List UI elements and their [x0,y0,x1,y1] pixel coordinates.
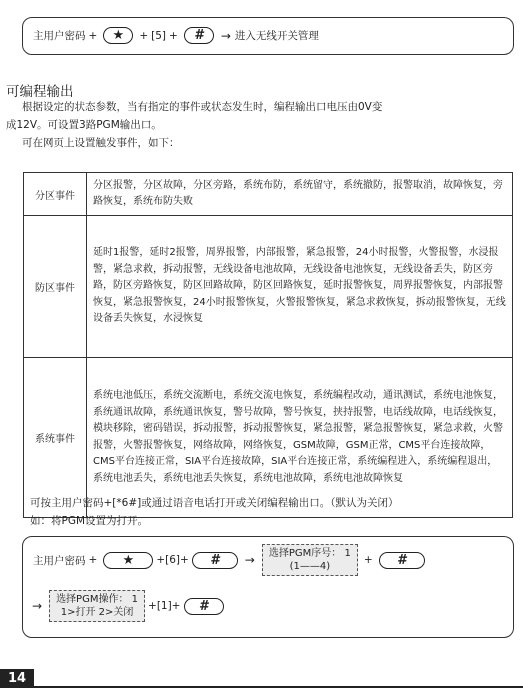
arrow-icon: → [32,599,43,613]
star-key: ★ [103,27,133,44]
key-1: +[1]+ [148,600,181,612]
hash-key-3: # [184,598,224,615]
event-table [23,172,513,518]
hash-key: # [192,552,238,569]
intro-line-2: 成12V。可设置3路PGM输出口。 [6,119,162,131]
row-text: 系统电池低压，系统交流断电，系统交流电恢复，系统编程改动，通讯测试，系统电池恢复，系统通讯故障，系统通讯恢复，警号故障，警号恢复，挟持报警，电话线故障，电话线恢复，模块移除，密码错误，拆动报警，拆动报警恢复，紧急报警，紧急报警恢复，紧急求救，火警报警，火警报警恢复，网络故障，网络恢复，GSM故障，GSM正常，CMS平台连接故障，CMS平台连接正常，SIA平台连接故障，SIA平台连接正常，系统编程进入，系统编程退出，系统电池丢失，系统电池丢失恢复，系统电池故障，系统电池故障恢复 [87,358,513,518]
intro-line-3: 可在网页上设置触发事件，如下： [22,137,180,149]
arrow-icon: → [220,28,231,43]
password-label: 主用户密码 [33,30,86,42]
section-title: 可编程输出 [6,84,74,100]
row-text: 延时1报警，延时2报警，周界报警，内部报警，紧急报警，24小时报警，火警报警，水浸报警，紧急求救，拆动报警，无线设备电池故障，无线设备电池恢复，无线设备丢失，防区旁路，防区旁路恢复，防区回路故障，防区回路恢复，延时报警恢复，周界报警恢复，内部报警恢复，紧急报警恢复，24小时报警恢复，火警报警恢复，紧急求救恢复，拆动报警恢复，无线设备丢失恢复，水浸恢复 [87,216,513,358]
key-6: +[6]+ [156,554,189,566]
page-number: 14 [0,669,34,688]
key-5: [5] [151,29,166,42]
intro-line-1: 根据设定的状态参数，当有指定的事件或状态发生时，编程输出口电压由0V变 [22,101,383,113]
top-flow: 主用户密码 + ★ + [5] + # → 进入无线开关管理 [33,28,319,43]
star-key: ★ [103,552,153,569]
hash-key: # [184,27,214,44]
footer-rule [34,686,523,688]
password-label: 主用户密码 [33,554,86,567]
table-row [24,216,513,358]
select-pgm-box: 选择PGM序号： 1 (1——4) [262,544,358,576]
bottom-flow-row-1: 主用户密码 + ★ +[6]+ # → 选择PGM序号： 1 (1——4) + # [33,544,428,576]
hash-key-2: # [379,552,425,569]
after-line-1: 可按主用户密码+[*6#]或通过语音电话打开或关闭编程输出口。（默认为关闭） [30,497,399,509]
table-row [24,173,513,216]
after-line-2: 如：将PGM设置为打开。 [30,515,149,527]
select-op-box: 选择PGM操作： 1 1>打开 2>关闭 [49,590,145,622]
row-label: 防区事件 [24,216,87,358]
row-label: 系统事件 [24,358,87,518]
arrow-icon: → [244,553,255,567]
bottom-flow-row-2 [28,590,227,622]
flow-result: 进入无线开关管理 [234,30,319,42]
row-text: 分区报警，分区故障，分区旁路，系统布防，系统留守，系统撤防，报警取消，故障恢复，旁路恢复，系统布防失败 [87,173,513,216]
row-label: 分区事件 [24,173,87,216]
